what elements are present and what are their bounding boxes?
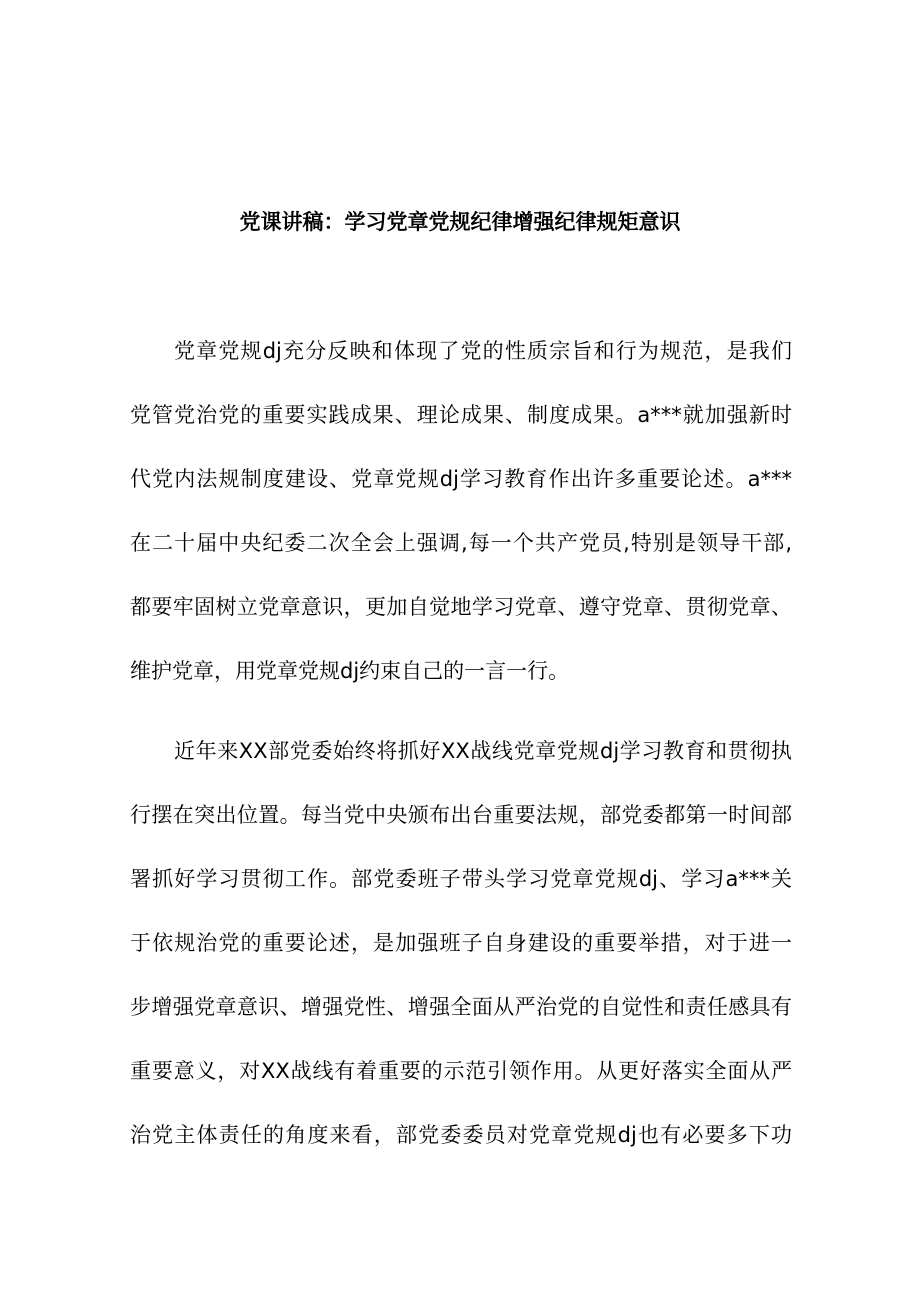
paragraph-2-line-5: 步增强党章意识、增强党性、增强全面从严治党的自觉性和责任感具有 <box>130 995 792 1019</box>
paragraph-1-line-2: 党管党治党的重要实践成果、理论成果、制度成果。a***就加强新时 <box>130 403 792 427</box>
paragraph-1-line-3: 代党内法规制度建设、党章党规dj学习教育作出许多重要论述。a*** <box>130 467 792 491</box>
paragraph-1-line-6: 维护党章，用党章党规dj约束自己的一言一行。 <box>130 659 570 683</box>
paragraph-1-line-5: 都要牢固树立党章意识，更加自觉地学习党章、遵守党章、贯彻党章、 <box>130 595 792 619</box>
paragraph-2-line-3: 署抓好学习贯彻工作。部党委班子带头学习党章党规dj、学习a***关 <box>130 867 792 891</box>
paragraph-1-line-4: 在二十届中央纪委二次全会上强调,每一个共产党员,特别是领导干部, <box>130 531 792 555</box>
paragraph-2-line-4: 于依规治党的重要论述，是加强班子自身建设的重要举措，对于进一 <box>130 931 792 955</box>
paragraph-2-line-6: 重要意义，对XX战线有着重要的示范引领作用。从更好落实全面从严 <box>130 1059 792 1083</box>
document-title: 党课讲稿：学习党章党规纪律增强纪律规矩意识 <box>239 210 681 234</box>
paragraph-2-line-7: 治党主体责任的角度来看，部党委委员对党章党规dj也有必要多下功 <box>130 1123 792 1147</box>
paragraph-1-line-1: 党章党规dj充分反映和体现了党的性质宗旨和行为规范，是我们 <box>174 339 792 363</box>
paragraph-2-line-2: 行摆在突出位置。每当党中央颁布出台重要法规，部党委都第一时间部 <box>130 803 792 827</box>
paragraph-2-line-1: 近年来XX部党委始终将抓好XX战线党章党规dj学习教育和贯彻执 <box>174 739 792 763</box>
